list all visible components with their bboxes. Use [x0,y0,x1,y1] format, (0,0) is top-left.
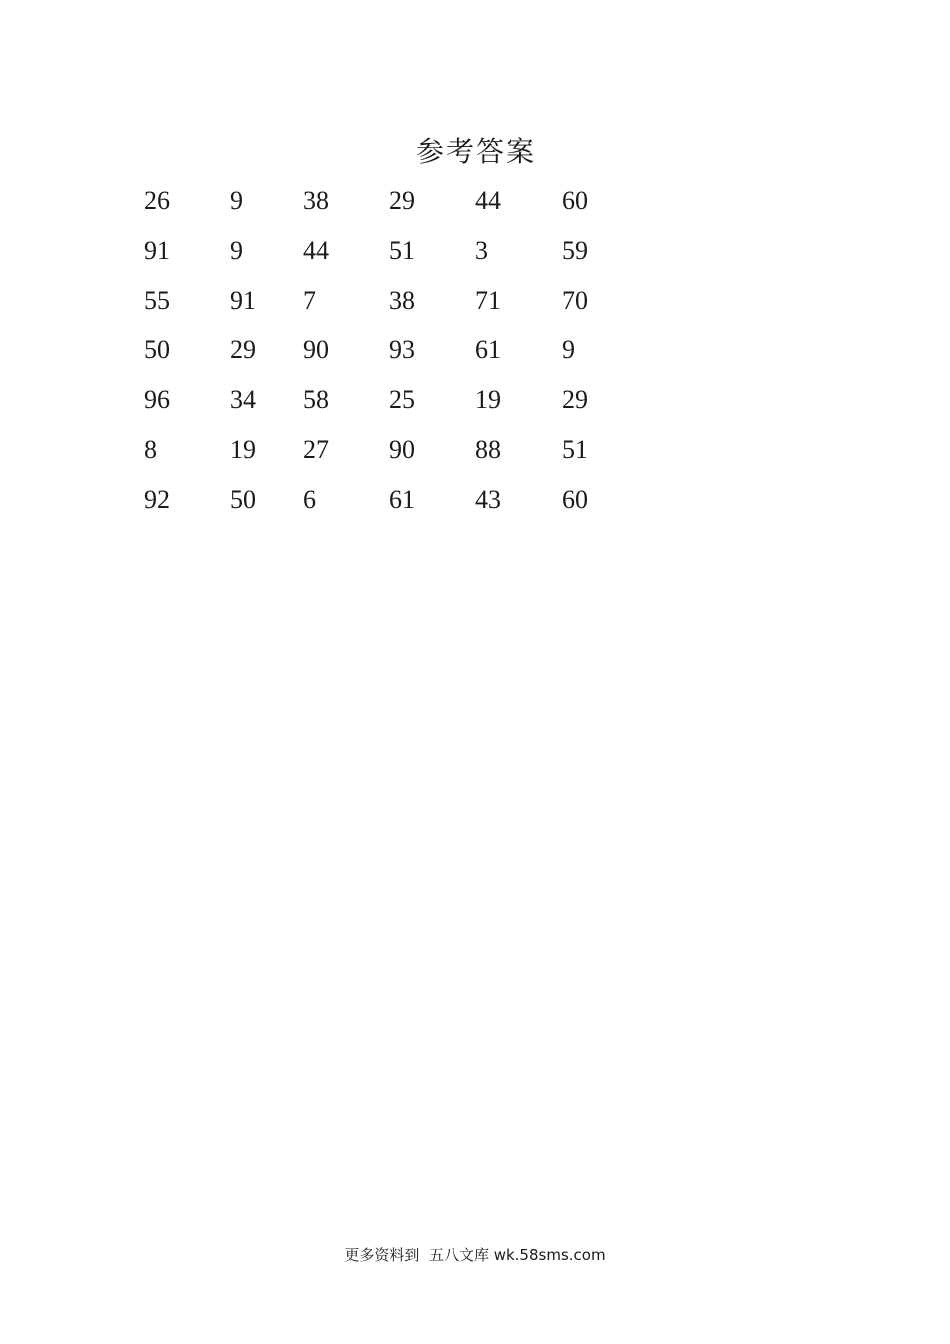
answer-cell: 50 [144,335,170,365]
answer-cell: 3 [475,235,488,265]
answer-cell: 6 [303,484,316,514]
answer-cell: 50 [230,484,256,514]
answer-cell: 25 [389,385,415,415]
answer-cell: 38 [389,285,415,315]
page-footer [0,1243,950,1267]
answer-cell: 9 [562,335,575,365]
answer-cell: 96 [144,385,170,415]
answer-cell: 8 [144,434,157,464]
answer-cell: 91 [144,235,170,265]
answer-cell: 59 [562,235,588,265]
answer-cell: 60 [562,186,588,215]
answer-cell: 19 [230,434,256,464]
answer-cell: 44 [475,186,501,215]
answer-cell: 29 [389,186,415,215]
answer-cell: 7 [303,285,316,315]
answer-row [144,431,704,481]
answer-cell: 9 [230,235,243,265]
answer-cell: 88 [475,434,501,464]
answer-cell: 58 [303,385,329,415]
answer-cell: 38 [303,186,329,215]
page-title-text: 参考答案 [415,135,536,168]
answer-cell: 91 [230,285,256,315]
answer-cell: 34 [230,385,256,415]
answer-cell: 92 [144,484,170,514]
answer-row [144,282,704,332]
answer-cell: 9 [230,186,243,215]
answer-cell: 43 [475,484,501,514]
answer-cell: 71 [475,285,501,315]
footer-text: 更多资料到 五八文库 wk.58sms.com [344,1246,606,1264]
answer-cell: 61 [389,484,415,514]
answer-cell: 55 [144,285,170,315]
page-title [0,132,950,172]
answer-cell: 29 [562,385,588,415]
answer-cell: 51 [562,434,588,464]
answer-cell: 26 [144,186,170,215]
answer-row [144,331,704,381]
answer-cell: 90 [303,335,329,365]
answer-cell: 60 [562,484,588,514]
answer-cell: 93 [389,335,415,365]
answer-cell: 61 [475,335,501,365]
answer-grid [144,182,704,531]
answer-cell: 51 [389,235,415,265]
answer-cell: 29 [230,335,256,365]
answer-cell: 90 [389,434,415,464]
answer-cell: 19 [475,385,501,415]
answer-row [144,182,704,232]
answer-row [144,232,704,282]
answer-row [144,381,704,431]
answer-cell: 27 [303,434,329,464]
answer-cell: 70 [562,285,588,315]
answer-row [144,481,704,531]
answer-cell: 44 [303,235,329,265]
